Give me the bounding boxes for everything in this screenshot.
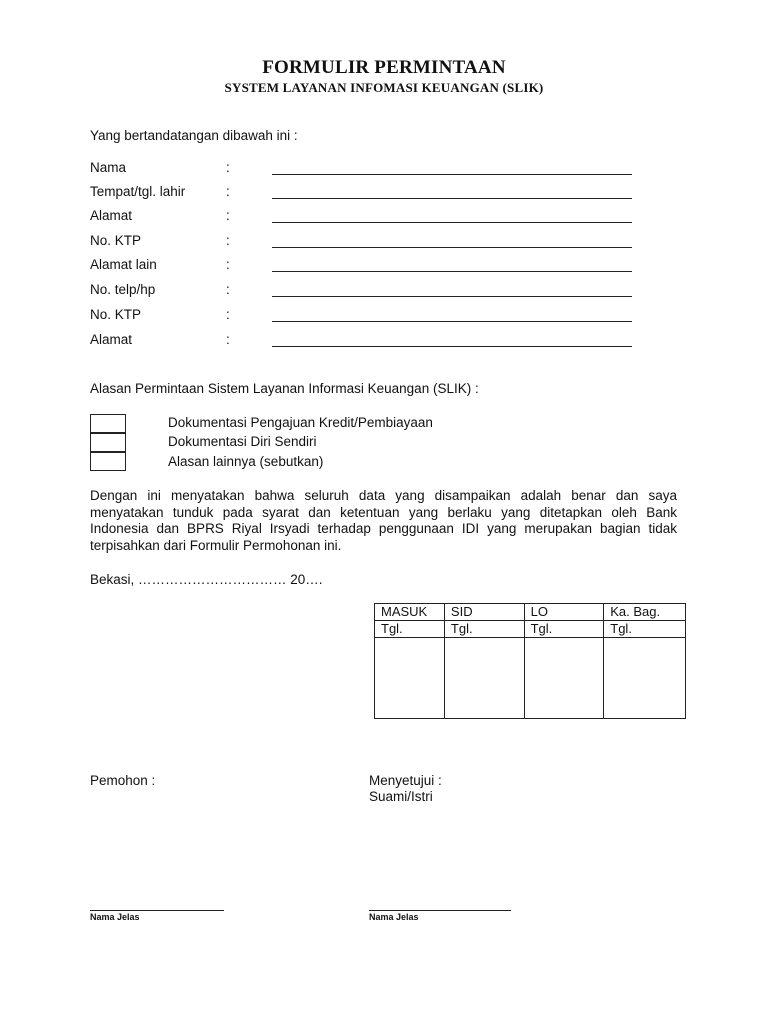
- field-colon: :: [226, 160, 230, 175]
- field-row-alamat-2: [90, 332, 650, 352]
- field-row-nama: [90, 160, 650, 180]
- checkbox-diri-sendiri[interactable]: [90, 433, 126, 452]
- field-label: No. KTP: [90, 307, 142, 322]
- approval-signature-cell[interactable]: [604, 638, 686, 719]
- field-input-line[interactable]: [272, 346, 632, 347]
- approver-label: Menyetujui :: [369, 773, 442, 788]
- approval-date-cell: Tgl.: [444, 621, 524, 638]
- field-label: Alamat: [90, 332, 133, 347]
- approval-signature-cell[interactable]: [524, 638, 604, 719]
- approval-header-cell: Ka. Bag.: [604, 604, 686, 621]
- field-colon: :: [226, 233, 230, 248]
- approval-signature-cell[interactable]: [375, 638, 445, 719]
- declaration-statement: Dengan ini menyatakan bahwa seluruh data yang disampaikan adalah benar dan saya menyatakan tunduk pada syarat dan ketentuan yang berlaku yang ditetapkan oleh Bank Indonesia dan BPRS Riyal Irsyadi terhadap penggunaan IDI yang merupakan bagian tidak terpisahkan dari Formulir Permohonan ini.: [90, 488, 677, 553]
- field-colon: :: [226, 332, 230, 347]
- field-input-line[interactable]: [272, 247, 632, 248]
- form-title: FORMULIR PERMINTAAN: [262, 57, 506, 78]
- field-row-no-ktp-2: [90, 307, 650, 327]
- approval-date-row: [375, 621, 686, 638]
- field-input-line[interactable]: [272, 321, 632, 322]
- reason-heading: Alasan Permintaan Sistem Layanan Informasi Keuangan (SLIK) :: [90, 381, 479, 396]
- approval-date-cell: Tgl.: [524, 621, 604, 638]
- approval-date-cell: Tgl.: [375, 621, 445, 638]
- field-label: Tempat/tgl. lahir: [90, 184, 186, 199]
- applicant-signature-line[interactable]: [90, 910, 224, 911]
- form-subtitle: SYSTEM LAYANAN INFOMASI KEUANGAN (SLIK): [224, 80, 544, 95]
- approval-signature-row: [375, 638, 686, 719]
- approval-date-cell: Tgl.: [604, 621, 686, 638]
- checkbox-lainnya[interactable]: [90, 452, 126, 471]
- field-colon: :: [226, 307, 230, 322]
- approval-header-row: [375, 604, 686, 621]
- option-label-diri-sendiri: Dokumentasi Diri Sendiri: [168, 434, 317, 449]
- place-date: Bekasi, …………………………… 20….: [90, 572, 323, 587]
- field-label: Alamat lain: [90, 257, 157, 272]
- field-label: Alamat: [90, 208, 133, 223]
- field-label: No. KTP: [90, 233, 142, 248]
- approval-table: [374, 603, 686, 719]
- field-colon: :: [226, 282, 230, 297]
- name-caption-left: Nama Jelas: [90, 912, 140, 922]
- field-colon: :: [226, 257, 230, 272]
- approver-sub-label: Suami/Istri: [369, 789, 433, 804]
- field-input-line[interactable]: [272, 174, 632, 175]
- approval-header-cell: LO: [524, 604, 604, 621]
- checkbox-kredit[interactable]: [90, 414, 126, 433]
- field-input-line[interactable]: [272, 296, 632, 297]
- field-input-line[interactable]: [272, 271, 632, 272]
- approver-signature-line[interactable]: [369, 910, 511, 911]
- name-caption-right: Nama Jelas: [369, 912, 419, 922]
- field-colon: :: [226, 184, 230, 199]
- field-row-alamat-lain: [90, 257, 650, 277]
- intro-text: Yang bertandatangan dibawah ini :: [90, 128, 298, 143]
- approval-header-cell: SID: [444, 604, 524, 621]
- field-input-line[interactable]: [272, 198, 632, 199]
- field-row-alamat: [90, 208, 650, 228]
- field-row-no-telp: [90, 282, 650, 302]
- field-colon: :: [226, 208, 230, 223]
- field-row-no-ktp: [90, 233, 650, 253]
- field-label: Nama: [90, 160, 127, 175]
- option-label-lainnya: Alasan lainnya (sebutkan): [168, 454, 324, 469]
- approval-signature-cell[interactable]: [444, 638, 524, 719]
- field-input-line[interactable]: [272, 222, 632, 223]
- option-label-kredit: Dokumentasi Pengajuan Kredit/Pembiayaan: [168, 415, 433, 430]
- applicant-label: Pemohon :: [90, 773, 156, 788]
- field-row-tempat-tgl-lahir: [90, 184, 650, 204]
- field-label: No. telp/hp: [90, 282, 156, 297]
- approval-header-cell: MASUK: [375, 604, 445, 621]
